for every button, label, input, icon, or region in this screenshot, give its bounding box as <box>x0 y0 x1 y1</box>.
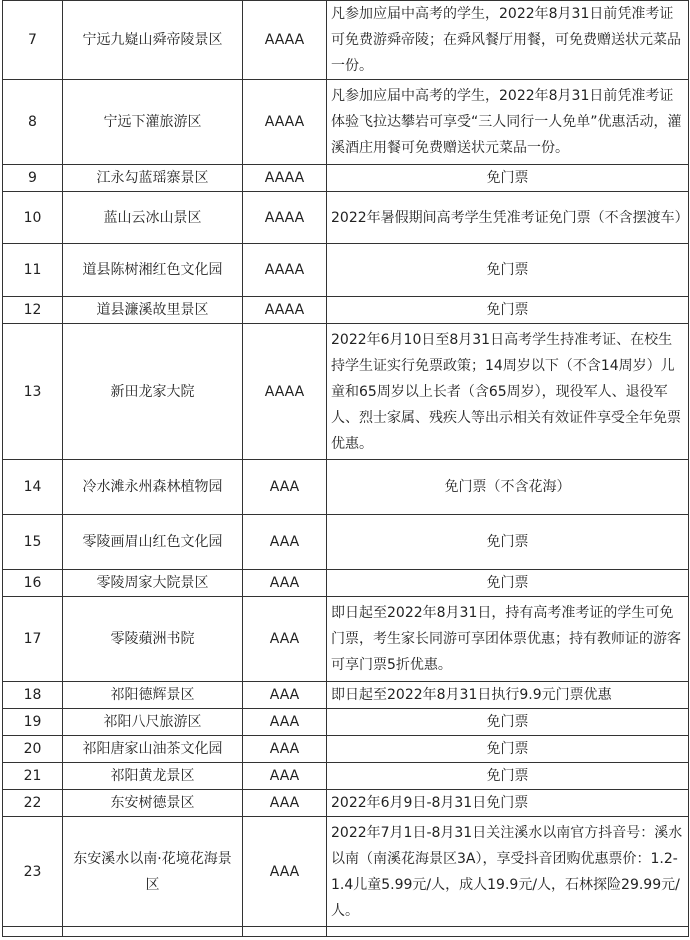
scenic-spot-level: AAA <box>243 515 327 570</box>
scenic-spot-name: 祁阳八尺旅游区 <box>63 709 243 736</box>
table-row <box>3 297 689 324</box>
row-number <box>3 927 63 937</box>
scenic-spot-level <box>243 927 327 937</box>
scenic-spot-name: 祁阳唐家山油茶文化园 <box>63 736 243 763</box>
scenic-spot-level: AAA <box>243 709 327 736</box>
table-row <box>3 515 689 570</box>
row-number: 23 <box>3 817 63 927</box>
row-number: 8 <box>3 80 63 165</box>
table-row <box>3 165 689 192</box>
row-number: 12 <box>3 297 63 324</box>
row-number: 14 <box>3 460 63 515</box>
scenic-spot-level: AAA <box>243 763 327 790</box>
row-number: 16 <box>3 570 63 597</box>
table-row <box>3 736 689 763</box>
scenic-spot-name <box>63 927 243 937</box>
ticket-policy: 免门票 <box>327 515 689 570</box>
scenic-spot-name: 蓝山云冰山景区 <box>63 192 243 244</box>
scenic-spot-name: 道县陈树湘红色文化园 <box>63 244 243 297</box>
scenic-spot-name: 祁阳德辉景区 <box>63 682 243 709</box>
scenic-spot-name: 宁远下灌旅游区 <box>63 80 243 165</box>
ticket-policy: 免门票（不含花海） <box>327 460 689 515</box>
scenic-spot-name: 东安溪水以南·花境花海景区 <box>63 817 243 927</box>
row-number: 20 <box>3 736 63 763</box>
table-body <box>3 1 689 937</box>
ticket-policy: 即日起至2022年8月31日执行9.9元门票优惠 <box>327 682 689 709</box>
scenic-spot-name: 祁阳黄龙景区 <box>63 763 243 790</box>
ticket-policy: 2022年7月1日-8月31日关注溪水以南官方抖音号：溪水以南（南溪花海景区3A），享受抖音团购优惠票价：1.2-1.4儿童5.99元/人，成人19.9元/人，石林探险29.99元/人。 <box>327 817 689 927</box>
ticket-policy: 即日起至2022年8月31日，持有高考准考证的学生可免门票，考生家长同游可享团体票优惠；持有教师证的游客可享门票5折优惠。 <box>327 597 689 682</box>
table-row <box>3 570 689 597</box>
table-row <box>3 244 689 297</box>
row-number: 15 <box>3 515 63 570</box>
ticket-policy: 免门票 <box>327 297 689 324</box>
table-row <box>3 790 689 817</box>
ticket-policy: 免门票 <box>327 763 689 790</box>
scenic-spot-level: AAAA <box>243 165 327 192</box>
row-number: 17 <box>3 597 63 682</box>
ticket-policy: 凡参加应届中高考的学生，2022年8月31日前凭准考证可免费游舜帝陵；在舜风餐厅用餐，可免费赠送状元菜品一份。 <box>327 1 689 80</box>
scenic-spot-level: AAA <box>243 790 327 817</box>
table-row <box>3 682 689 709</box>
table-row <box>3 460 689 515</box>
row-number: 19 <box>3 709 63 736</box>
scenic-spot-name: 零陵蘋洲书院 <box>63 597 243 682</box>
scenic-spot-level: AAAA <box>243 297 327 324</box>
ticket-policy: 免门票 <box>327 244 689 297</box>
row-number: 9 <box>3 165 63 192</box>
ticket-policy <box>327 927 689 937</box>
table-row <box>3 597 689 682</box>
row-number: 13 <box>3 324 63 460</box>
row-number: 11 <box>3 244 63 297</box>
scenic-spot-name: 宁远九嶷山舜帝陵景区 <box>63 1 243 80</box>
row-number: 21 <box>3 763 63 790</box>
ticket-policy: 免门票 <box>327 736 689 763</box>
table-row <box>3 763 689 790</box>
table-row <box>3 709 689 736</box>
table-row <box>3 817 689 927</box>
table-row <box>3 324 689 460</box>
row-number: 18 <box>3 682 63 709</box>
table-row <box>3 1 689 80</box>
ticket-policy: 凡参加应届中高考的学生，2022年8月31日前凭准考证体验飞拉达攀岩可享受“三人同行一人免单”优惠活动，灌溪酒庄用餐可免费赠送状元菜品一份。 <box>327 80 689 165</box>
row-number: 7 <box>3 1 63 80</box>
scenic-spot-name: 零陵周家大院景区 <box>63 570 243 597</box>
scenic-spot-level: AAAA <box>243 324 327 460</box>
scenic-spot-level: AAA <box>243 817 327 927</box>
scenic-spot-name: 道县濂溪故里景区 <box>63 297 243 324</box>
scenic-spot-level: AAA <box>243 570 327 597</box>
ticket-policy: 免门票 <box>327 570 689 597</box>
scenic-spot-name: 零陵画眉山红色文化园 <box>63 515 243 570</box>
scenic-spot-level: AAA <box>243 597 327 682</box>
scenic-spots-table <box>2 0 689 937</box>
row-number: 10 <box>3 192 63 244</box>
scenic-spot-name: 新田龙家大院 <box>63 324 243 460</box>
ticket-policy: 2022年6月10日至8月31日高考学生持准考证、在校生持学生证实行免票政策；14周岁以下（不含14周岁）儿童和65周岁以上长者（含65周岁），现役军人、退役军人、烈士家属、残疾人等出示相关有效证件享受全年免票优惠。 <box>327 324 689 460</box>
scenic-spot-level: AAA <box>243 460 327 515</box>
table-row <box>3 927 689 937</box>
ticket-policy: 2022年6月9日-8月31日免门票 <box>327 790 689 817</box>
ticket-policy: 免门票 <box>327 165 689 192</box>
table-row <box>3 80 689 165</box>
scenic-spot-level: AAA <box>243 736 327 763</box>
ticket-policy: 2022年暑假期间高考学生凭准考证免门票（不含摆渡车） <box>327 192 689 244</box>
row-number: 22 <box>3 790 63 817</box>
scenic-spot-level: AAA <box>243 682 327 709</box>
scenic-spot-level: AAAA <box>243 80 327 165</box>
scenic-spot-name: 冷水滩永州森林植物园 <box>63 460 243 515</box>
scenic-spot-name: 东安树德景区 <box>63 790 243 817</box>
scenic-spot-level: AAAA <box>243 244 327 297</box>
table-row <box>3 192 689 244</box>
scenic-spot-level: AAAA <box>243 192 327 244</box>
scenic-spot-name: 江永勾蓝瑶寨景区 <box>63 165 243 192</box>
ticket-policy: 免门票 <box>327 709 689 736</box>
scenic-spot-level: AAAA <box>243 1 327 80</box>
